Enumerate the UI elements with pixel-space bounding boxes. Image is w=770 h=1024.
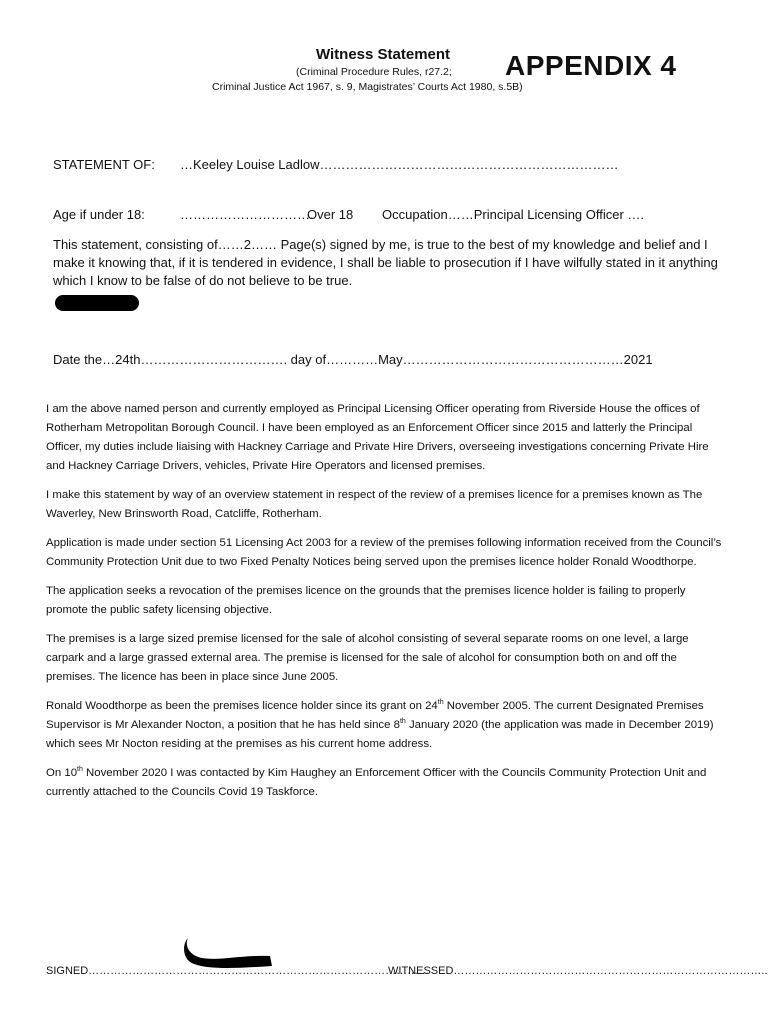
statement-of-label: STATEMENT OF: xyxy=(53,157,155,172)
over-18-text: Over 18 xyxy=(307,207,354,222)
appendix-heading: APPENDIX 4 xyxy=(505,50,677,81)
date-line: Date the…24th……………………………. day of…………May……………………………………………2021 xyxy=(53,352,653,367)
paragraph-2: I make this statement by way of an overview statement in respect of the review of a premises licence for a premises known as The Waverley, New Brinsworth Road, Catcliffe, Rotherham. xyxy=(46,489,703,520)
subtitle-line-1: (Criminal Procedure Rules, r27.2; xyxy=(296,66,452,78)
witnessed-line: WITNESSED………………………………………………………………………….. xyxy=(388,965,768,977)
document-title: Witness Statement xyxy=(315,46,451,63)
age-value: …………………………. xyxy=(180,207,314,222)
paragraph-5: The premises is a large sized premise licensed for the sale of alcohol consisting of several separate rooms on one level, a large carpark and a large grassed external area. The premise is licensed for the sale of alcohol for consumption both on and off the premises. The licence has been in place since June 2005. xyxy=(46,633,689,683)
statement-body xyxy=(46,400,728,812)
paragraph-3: Application is made under section 51 Licensing Act 2003 for a review of the premises following information received from the Council’s Community Protection Unit due to two Fixed Penalty Notices being served upon the premises licence holder Ronald Woodthorpe. xyxy=(46,537,722,568)
age-label: Age if under 18: xyxy=(53,207,145,222)
statement-of-value: …Keeley Louise Ladlow…………………………………………………………… xyxy=(180,157,619,172)
paragraph-4: The application seeks a revocation of the premises licence on the grounds that the premises licence holder is failing to properly promote the public safety licensing objective. xyxy=(46,585,686,616)
occupation-field: Occupation……Principal Licensing Officer …. xyxy=(382,207,645,222)
signed-line: SIGNED………………………………………………………………………………… xyxy=(46,965,430,977)
declaration-text: This statement, consisting of……2…… Page(s) signed by me, is true to the best of my knowledge and belief and I make it knowing that, if it is tendered in evidence, I shall be liable to prosecution if I have wilfully stated in it anything which I know to be false of do not believe to be true. xyxy=(53,237,718,288)
subtitle-line-2: Criminal Justice Act 1967, s. 9, Magistrates’ Courts Act 1980, s.5B) xyxy=(212,81,523,93)
redacted-signature-top xyxy=(55,295,139,311)
paragraph-7: On 10th November 2020 I was contacted by Kim Haughey an Enforcement Officer with the Councils Community Protection Unit and currently attached to the Councils Covid 19 Taskforce. xyxy=(46,766,707,798)
paragraph-1: I am the above named person and currently employed as Principal Licensing Officer operating from Riverside House the offices of Rotherham Metropolitan Borough Council. I have been employed as an Enforcement Officer since 2015 and latterly the Principal Officer, my duties include liaising with Hackney Carriage and Private Hire Drivers, overseeing investigations concerning Private Hire and Hackney Carriage Drivers, vehicles, Private Hire Operators and licensed premises. xyxy=(46,403,709,472)
paragraph-6: Ronald Woodthorpe as been the premises licence holder since its grant on 24th November 2005. The current Designated Premises Supervisor is Mr Alexander Nocton, a position that he has held since 8th January 2020 (the application was made in December 2019) which sees Mr Nocton residing at the premises as his current home address. xyxy=(46,699,714,750)
